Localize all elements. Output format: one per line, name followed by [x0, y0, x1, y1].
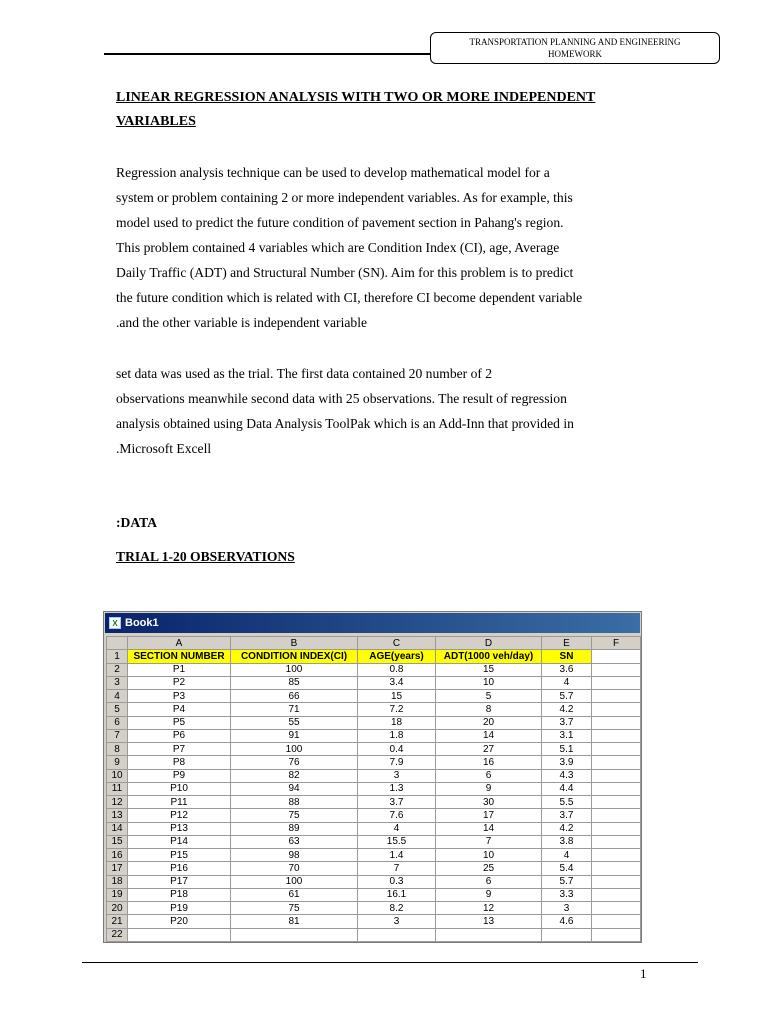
- column-header-b[interactable]: B: [231, 637, 358, 650]
- data-cell[interactable]: 100: [231, 875, 358, 888]
- data-cell[interactable]: 14: [436, 822, 542, 835]
- empty-cell[interactable]: [592, 809, 641, 822]
- excel-workbook-icon: X: [109, 617, 121, 629]
- title-line-2: VARIABLES: [116, 114, 196, 129]
- data-cell[interactable]: P9: [128, 769, 231, 782]
- data-cell[interactable]: 63: [231, 835, 358, 848]
- data-cell[interactable]: 4.3: [542, 769, 592, 782]
- title-line-1: LINEAR REGRESSION ANALYSIS WITH TWO OR MORE INDEPENDENT: [116, 90, 596, 105]
- data-cell[interactable]: 8.2: [358, 902, 436, 915]
- table-row: [107, 928, 641, 941]
- row-number[interactable]: 18: [107, 875, 128, 888]
- column-header-e[interactable]: E: [542, 637, 592, 650]
- spreadsheet-window: [103, 611, 642, 943]
- data-cell[interactable]: P12: [128, 809, 231, 822]
- column-header-d[interactable]: D: [436, 637, 542, 650]
- data-cell[interactable]: 70: [231, 862, 358, 875]
- data-cell[interactable]: 3: [358, 915, 436, 928]
- row-number[interactable]: 4: [107, 690, 128, 703]
- column-header-a[interactable]: A: [128, 637, 231, 650]
- table-row: [107, 835, 641, 848]
- empty-cell[interactable]: [592, 782, 641, 795]
- empty-cell[interactable]: [592, 729, 641, 742]
- row-number[interactable]: 21: [107, 915, 128, 928]
- data-cell[interactable]: 100: [231, 663, 358, 676]
- data-cell[interactable]: P16: [128, 862, 231, 875]
- data-cell[interactable]: P5: [128, 716, 231, 729]
- empty-cell[interactable]: [592, 888, 641, 901]
- empty-cell[interactable]: [592, 849, 641, 862]
- empty-cell[interactable]: [128, 928, 231, 941]
- column-header-c[interactable]: C: [358, 637, 436, 650]
- empty-cell[interactable]: [592, 915, 641, 928]
- column-header-row: [107, 637, 641, 650]
- para1-line: This problem contained 4 variables which are Condition Index (CI), age, Average: [116, 240, 560, 255]
- data-cell[interactable]: 7.9: [358, 756, 436, 769]
- data-cell[interactable]: 3.3: [542, 888, 592, 901]
- data-cell[interactable]: 8: [436, 703, 542, 716]
- data-cell[interactable]: 4: [542, 676, 592, 689]
- table-row: [107, 822, 641, 835]
- table-row: [107, 769, 641, 782]
- data-cell[interactable]: 82: [231, 769, 358, 782]
- data-cell[interactable]: 4.4: [542, 782, 592, 795]
- trial-heading: TRIAL 1-20 OBSERVATIONS: [116, 549, 295, 564]
- table-row: [107, 743, 641, 756]
- data-cell[interactable]: 3.7: [542, 809, 592, 822]
- data-cell[interactable]: P20: [128, 915, 231, 928]
- data-cell[interactable]: 66: [231, 690, 358, 703]
- row-number[interactable]: 10: [107, 769, 128, 782]
- data-cell[interactable]: 10: [436, 676, 542, 689]
- data-cell[interactable]: 13: [436, 915, 542, 928]
- data-cell[interactable]: 0.3: [358, 875, 436, 888]
- trial-paragraph: [116, 361, 676, 461]
- header-line-2: HOMEWORK: [548, 49, 602, 59]
- data-cell[interactable]: 3.8: [542, 835, 592, 848]
- table-row: [107, 796, 641, 809]
- data-cell[interactable]: 61: [231, 888, 358, 901]
- data-cell[interactable]: 5.7: [542, 690, 592, 703]
- data-cell[interactable]: 3.4: [358, 676, 436, 689]
- row-number[interactable]: 1: [107, 650, 128, 663]
- data-cell[interactable]: 85: [231, 676, 358, 689]
- empty-cell[interactable]: [592, 796, 641, 809]
- header-cell[interactable]: SECTION NUMBER: [128, 650, 231, 663]
- para2-line: .Microsoft Excell: [116, 441, 212, 456]
- data-cell[interactable]: 3: [358, 769, 436, 782]
- data-cell[interactable]: 4: [358, 822, 436, 835]
- header-cell[interactable]: ADT(1000 veh/day): [436, 650, 542, 663]
- data-cell[interactable]: P6: [128, 729, 231, 742]
- para1-line: Regression analysis technique can be used to develop mathematical model for a: [116, 165, 550, 180]
- data-cell[interactable]: 75: [231, 809, 358, 822]
- table-row: [107, 902, 641, 915]
- spreadsheet-titlebar: [105, 613, 640, 633]
- row-number[interactable]: 9: [107, 756, 128, 769]
- document-title: [116, 86, 676, 134]
- empty-cell[interactable]: [542, 928, 592, 941]
- row-number[interactable]: 13: [107, 809, 128, 822]
- data-cell[interactable]: 5.1: [542, 743, 592, 756]
- data-cell[interactable]: 89: [231, 822, 358, 835]
- data-cell[interactable]: 1.8: [358, 729, 436, 742]
- data-cell[interactable]: 91: [231, 729, 358, 742]
- row-number[interactable]: 3: [107, 676, 128, 689]
- data-cell[interactable]: 3.1: [542, 729, 592, 742]
- row-number[interactable]: 6: [107, 716, 128, 729]
- para1-line: .and the other variable is independent variable: [116, 315, 368, 330]
- data-cell[interactable]: 10: [436, 849, 542, 862]
- empty-cell[interactable]: [592, 902, 641, 915]
- empty-cell[interactable]: [358, 928, 436, 941]
- para1-line: model used to predict the future condition of pavement section in Pahang's region.: [116, 215, 564, 230]
- data-cell[interactable]: P15: [128, 849, 231, 862]
- data-cell[interactable]: P11: [128, 796, 231, 809]
- header-rule: [104, 53, 430, 55]
- table-row: [107, 663, 641, 676]
- data-cell[interactable]: 3.6: [542, 663, 592, 676]
- footer-rule: [82, 962, 698, 963]
- data-cell[interactable]: 25: [436, 862, 542, 875]
- para2-line: set data was used as the trial. The first data contained 20 number of 2: [116, 366, 493, 381]
- row-number[interactable]: 15: [107, 835, 128, 848]
- data-cell[interactable]: 0.8: [358, 663, 436, 676]
- data-cell[interactable]: 3: [542, 902, 592, 915]
- data-cell[interactable]: 9: [436, 782, 542, 795]
- data-cell[interactable]: 4.2: [542, 822, 592, 835]
- para1-line: the future condition which is related with CI, therefore CI become dependent variable: [116, 290, 583, 305]
- data-cell[interactable]: 7: [358, 862, 436, 875]
- empty-cell[interactable]: [592, 690, 641, 703]
- data-cell[interactable]: P3: [128, 690, 231, 703]
- data-cell[interactable]: 7.6: [358, 809, 436, 822]
- para1-line: system or problem containing 2 or more independent variables. As for example, this: [116, 190, 573, 205]
- data-cell[interactable]: P7: [128, 743, 231, 756]
- row-number[interactable]: 5: [107, 703, 128, 716]
- data-cell[interactable]: P4: [128, 703, 231, 716]
- row-number[interactable]: 11: [107, 782, 128, 795]
- table-row: [107, 782, 641, 795]
- row-number[interactable]: 22: [107, 928, 128, 941]
- empty-cell[interactable]: [592, 769, 641, 782]
- data-cell[interactable]: 55: [231, 716, 358, 729]
- empty-cell[interactable]: [592, 716, 641, 729]
- empty-cell[interactable]: [231, 928, 358, 941]
- data-cell[interactable]: 15: [358, 690, 436, 703]
- row-number[interactable]: 2: [107, 663, 128, 676]
- para2-line: observations meanwhile second data with 25 observations. The result of regression: [116, 391, 567, 406]
- data-cell[interactable]: 6: [436, 769, 542, 782]
- row-number[interactable]: 17: [107, 862, 128, 875]
- data-cell[interactable]: 15: [436, 663, 542, 676]
- table-row: [107, 703, 641, 716]
- data-cell[interactable]: 3.9: [542, 756, 592, 769]
- table-row: [107, 756, 641, 769]
- data-cell[interactable]: 15.5: [358, 835, 436, 848]
- data-cell[interactable]: P13: [128, 822, 231, 835]
- spreadsheet-title: Book1: [125, 617, 159, 629]
- empty-cell[interactable]: [592, 862, 641, 875]
- table-row: [107, 716, 641, 729]
- data-cell[interactable]: 9: [436, 888, 542, 901]
- table-row: [107, 676, 641, 689]
- data-cell[interactable]: 30: [436, 796, 542, 809]
- table-row: [107, 915, 641, 928]
- data-cell[interactable]: 1.4: [358, 849, 436, 862]
- empty-cell[interactable]: [592, 875, 641, 888]
- data-cell[interactable]: 100: [231, 743, 358, 756]
- data-cell[interactable]: 20: [436, 716, 542, 729]
- empty-cell[interactable]: [592, 743, 641, 756]
- row-number[interactable]: 20: [107, 902, 128, 915]
- header-cell[interactable]: AGE(years): [358, 650, 436, 663]
- header-cell[interactable]: CONDITION INDEX(CI): [231, 650, 358, 663]
- data-heading: :DATA: [116, 515, 158, 530]
- column-header-f[interactable]: F: [592, 637, 641, 650]
- table-header-row: [107, 650, 641, 663]
- empty-cell[interactable]: [592, 756, 641, 769]
- table-row: [107, 862, 641, 875]
- data-cell[interactable]: 16.1: [358, 888, 436, 901]
- data-cell[interactable]: P8: [128, 756, 231, 769]
- data-cell[interactable]: 16: [436, 756, 542, 769]
- row-number[interactable]: 16: [107, 849, 128, 862]
- data-cell[interactable]: 5: [436, 690, 542, 703]
- data-cell[interactable]: 81: [231, 915, 358, 928]
- data-cell[interactable]: 3.7: [542, 716, 592, 729]
- intro-paragraph: [116, 160, 676, 335]
- table-row: [107, 849, 641, 862]
- data-cell[interactable]: 5.7: [542, 875, 592, 888]
- table-row: [107, 809, 641, 822]
- data-cell[interactable]: 17: [436, 809, 542, 822]
- table-row: [107, 729, 641, 742]
- data-cell[interactable]: 7: [436, 835, 542, 848]
- data-cell[interactable]: 3.7: [358, 796, 436, 809]
- data-cell[interactable]: 27: [436, 743, 542, 756]
- data-cell[interactable]: 6: [436, 875, 542, 888]
- running-header: [430, 32, 720, 64]
- data-cell[interactable]: P2: [128, 676, 231, 689]
- data-cell[interactable]: 14: [436, 729, 542, 742]
- data-cell[interactable]: 0.4: [358, 743, 436, 756]
- table-row: [107, 875, 641, 888]
- table-row: [107, 888, 641, 901]
- data-cell[interactable]: 94: [231, 782, 358, 795]
- data-cell[interactable]: 18: [358, 716, 436, 729]
- data-cell[interactable]: 71: [231, 703, 358, 716]
- header-line-1: TRANSPORTATION PLANNING AND ENGINEERING: [469, 37, 681, 47]
- spreadsheet-grid: [106, 636, 641, 942]
- select-all-corner[interactable]: [107, 637, 128, 650]
- row-number[interactable]: 7: [107, 729, 128, 742]
- data-cell[interactable]: 76: [231, 756, 358, 769]
- header-cell[interactable]: SN: [542, 650, 592, 663]
- row-number[interactable]: 8: [107, 743, 128, 756]
- data-cell[interactable]: 4.6: [542, 915, 592, 928]
- data-cell[interactable]: 4: [542, 849, 592, 862]
- empty-cell[interactable]: [592, 703, 641, 716]
- row-number[interactable]: 12: [107, 796, 128, 809]
- data-cell[interactable]: 75: [231, 902, 358, 915]
- data-cell[interactable]: 98: [231, 849, 358, 862]
- data-cell[interactable]: 7.2: [358, 703, 436, 716]
- page-number: 1: [640, 966, 647, 981]
- empty-cell[interactable]: [592, 835, 641, 848]
- data-cell[interactable]: P18: [128, 888, 231, 901]
- empty-cell[interactable]: [592, 822, 641, 835]
- data-cell[interactable]: 88: [231, 796, 358, 809]
- row-number[interactable]: 19: [107, 888, 128, 901]
- empty-cell[interactable]: [592, 676, 641, 689]
- data-cell[interactable]: P17: [128, 875, 231, 888]
- para2-line: analysis obtained using Data Analysis ToolPak which is an Add-Inn that provided in: [116, 416, 574, 431]
- data-cell[interactable]: P10: [128, 782, 231, 795]
- data-cell[interactable]: 4.2: [542, 703, 592, 716]
- data-cell[interactable]: P14: [128, 835, 231, 848]
- data-cell[interactable]: P19: [128, 902, 231, 915]
- para1-line: Daily Traffic (ADT) and Structural Number (SN). Aim for this problem is to predict: [116, 265, 574, 280]
- empty-cell[interactable]: [592, 663, 641, 676]
- data-cell[interactable]: P1: [128, 663, 231, 676]
- empty-cell[interactable]: [592, 650, 641, 663]
- table-row: [107, 690, 641, 703]
- data-cell[interactable]: 5.5: [542, 796, 592, 809]
- empty-cell[interactable]: [592, 928, 641, 941]
- data-cell[interactable]: 12: [436, 902, 542, 915]
- data-cell[interactable]: 1.3: [358, 782, 436, 795]
- empty-cell[interactable]: [436, 928, 542, 941]
- data-cell[interactable]: 5.4: [542, 862, 592, 875]
- row-number[interactable]: 14: [107, 822, 128, 835]
